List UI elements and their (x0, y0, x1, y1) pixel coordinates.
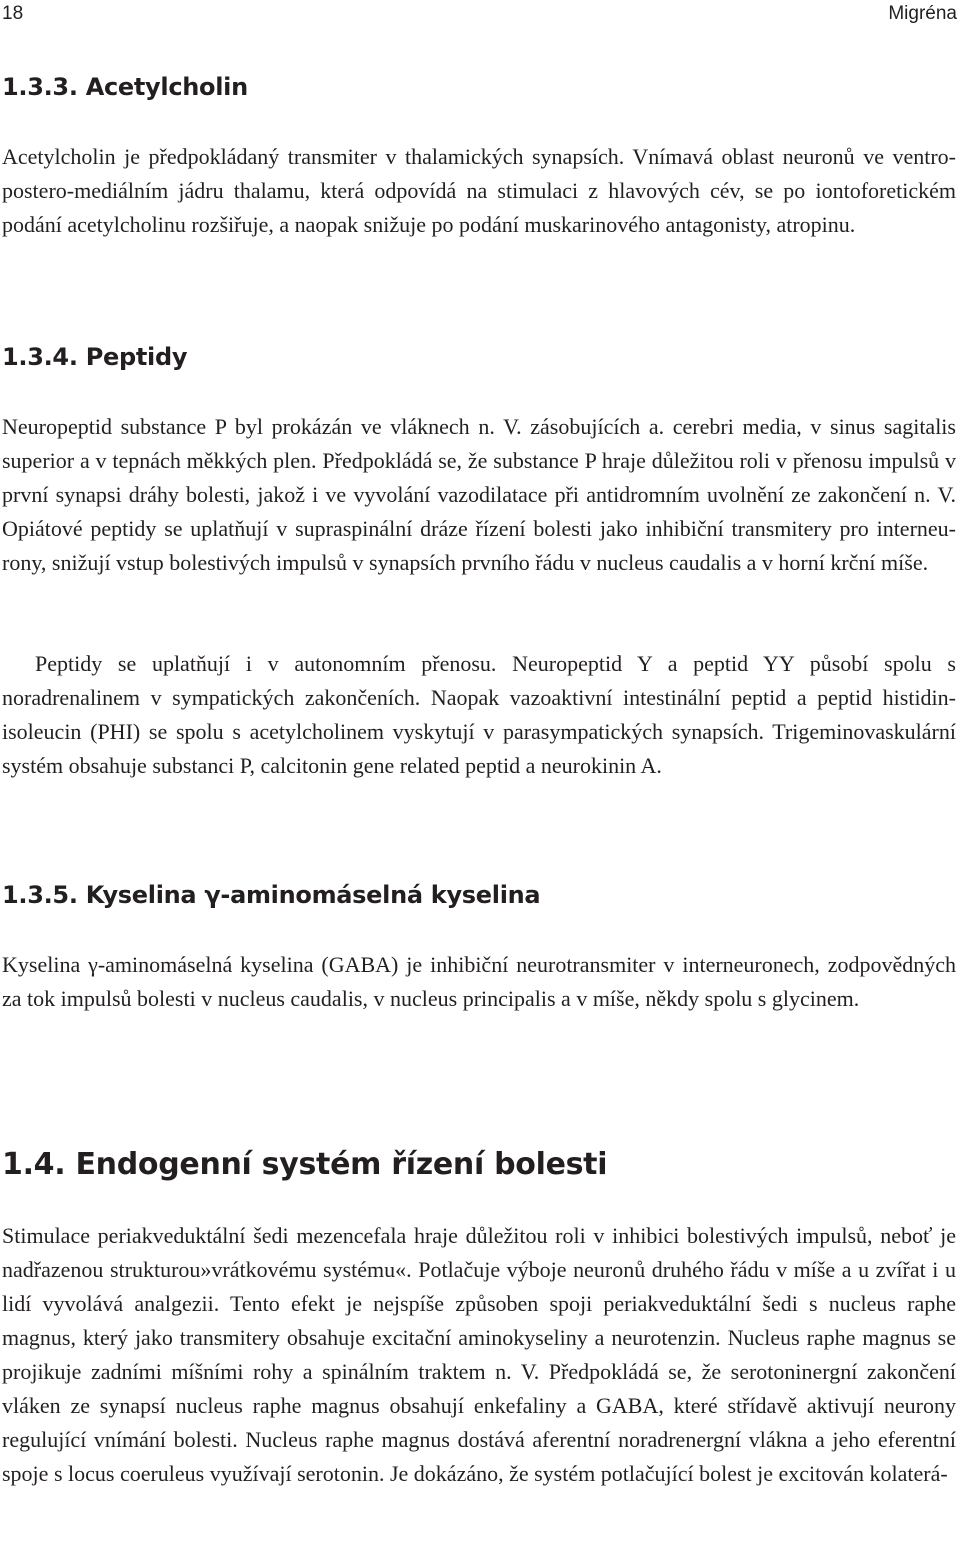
paragraph-acetylcholin: Acetylcholin je předpokládaný transmiter v thalamických synapsích. Vnímavá oblast neuronů ve ventro-postero-mediálním jádru thalamu, která odpovídá na stimulaci z hlavových cév, se po iontoforetickém podání acetylcholinu rozšiřuje, a naopak snižuje po podání muskarinového antagonisty, atropinu. (2, 144, 956, 237)
chapter-heading-endogenni-system: 1.4. Endogenní systém řízení bolesti (2, 1147, 608, 1182)
paragraph-endogenni-system: Stimulace periakveduktální šedi mezencefala hraje důležitou roli v inhibici bolestivých impulsů, neboť je nadřazenou strukturou»vrátkovému systému«. Potlačuje výboje neuronů druhého řádu v míše a u zvířat i u lidí vyvolává analgezii. Tento efekt je nejspíše způsoben spoji periakveduktální šedi s nucleus raphe magnus, který jako transmitery obsahuje excitační aminokyseliny a neurotenzin. Nucleus raphe magnus se projikuje zadními míšními rohy a spinálním traktem n. V. Předpokládá se, že serotoninergní zakončení vláken ze synapsí nucleus raphe magnus obsahují enkefaliny a GABA, které střídavě aktivují neurony regulující vnímání bolesti. Nucleus raphe magnus dostává aferentní noradrenergní vlákna a jeho eferentní spoje s locus coeruleus využívají serotonin. Je dokázáno, že systém potlačující bolest je excitován kolaterá- (2, 1223, 956, 1486)
running-title: Migréna (888, 3, 957, 24)
section-heading-gaba: 1.3.5. Kyselina γ-aminomáselná kyselina (2, 881, 541, 909)
running-header (2, 3, 957, 29)
paragraph-peptidy-1: Neuropeptid substance P byl prokázán ve vláknech n. V. zásobujících a. cerebri media, v sinus sagitalis superior a v tepnách měkkých plen. Předpokládá se, že substance P hraje důležitou roli v přenosu impulsů v první synapsi dráhy bolesti, jakož i ve vyvolání vazodilatace při antidromním uvolnění ze zakončení n. V. Opiátové peptidy se uplatňují v supraspinální dráze řízení bolesti jako inhibiční transmitery pro interneurony, snižují vstup bolestivých impulsů v synapsích prvního řádu v nucleus caudalis a v horní krční míše. (2, 414, 956, 575)
page-number: 18 (2, 3, 24, 24)
paragraph-gaba: Kyselina γ-aminomáselná kyselina (GABA) je inhibiční neurotransmiter v interneuronech, zodpovědných za tok impulsů bolesti v nucleus caudalis, v nucleus principalis a v míše, někdy spolu s glycinem. (2, 952, 956, 1011)
section-heading-acetylcholin: 1.3.3. Acetylcholin (2, 73, 248, 101)
paragraph-peptidy-2: Peptidy se uplatňují i v autonomním přenosu. Neuropeptid Y a peptid YY působí spolu s noradrenalinem v sympatických zakončeních. Naopak vazoaktivní intestinální peptid a peptid histidin-isoleucin (PHI) se spolu s acetylcholinem vyskytují v parasympatických synapsích. Trigeminovaskulární systém obsahuje substanci P, calcitonin gene related peptid a neurokinin A. (2, 651, 956, 778)
section-heading-peptidy: 1.3.4. Peptidy (2, 343, 188, 371)
